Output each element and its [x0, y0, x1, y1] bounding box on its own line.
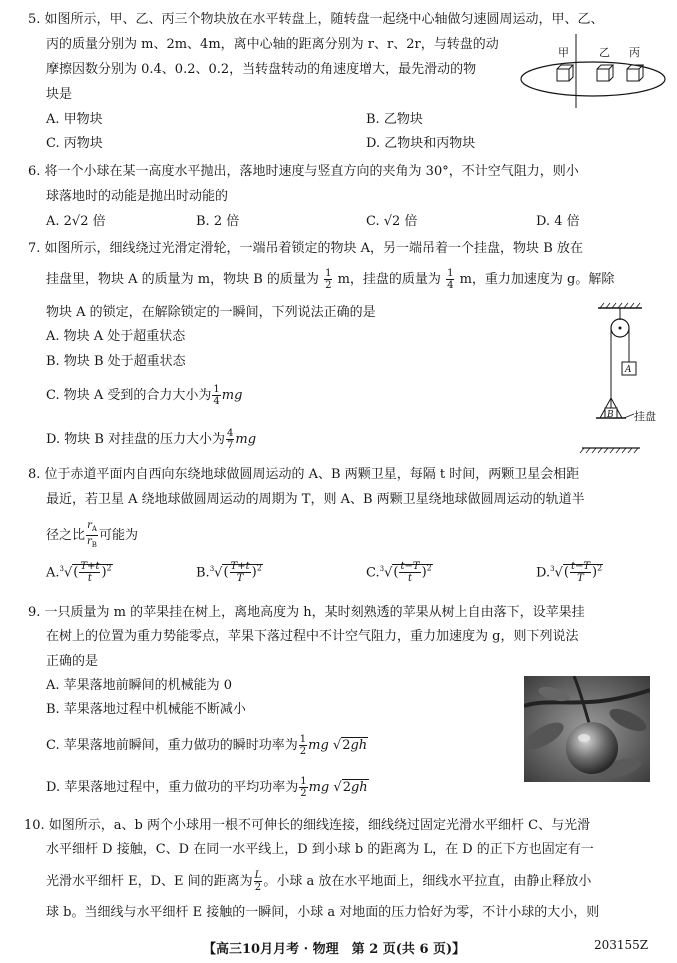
label-jia: 甲	[558, 46, 569, 59]
q9-line-1: 9. 一只质量为 m 的苹果挂在树上，离地高度为 h，某时刻熟透的苹果从树上自由落下，设苹果挂	[28, 605, 585, 620]
block-yi	[597, 65, 613, 81]
q7-option-d: D. 物块 B 对挂盘的压力大小为 $\frac{4}{7}$ mg	[46, 428, 257, 451]
q5-option-a: A. 甲物块	[46, 112, 103, 127]
q8-line-2: 最近，若卫星 A 绕地球做圆周运动的周期为 T，则 A、B 两颗卫星绕地球做圆周运动的轨道半	[46, 492, 585, 507]
q8-option-c: C.$^3$√( $\frac{t-T}{t}$ )$^2$	[366, 561, 432, 585]
fraction-one-quarter: $\frac{1}{4}$	[447, 268, 454, 291]
q5-option-b: B. 乙物块	[366, 112, 423, 127]
q10-line-3: 光滑水平细杆 E，D、E 间的距离为 $\frac{L}{2}$ 。小球 a 放在水平地面上，细线水平拉直，由静止释放小	[46, 870, 592, 893]
block-jia	[557, 65, 573, 81]
fraction-l-over-2: $\frac{L}{2}$	[254, 870, 262, 893]
apple	[566, 722, 618, 774]
q6-option-c: C. √2 倍	[366, 214, 418, 229]
q9-line-3: 正确的是	[46, 654, 99, 669]
q5-line-1: 5. 如图所示，甲、乙、丙三个物块放在水平转盘上，随转盘一起绕中心轴做匀速圆周运动，甲、乙、	[28, 12, 604, 27]
q7-option-b: B. 物块 B 处于超重状态	[46, 354, 186, 369]
q5-line-4: 块是	[46, 87, 73, 102]
fraction-one-half: $\frac{1}{2}$	[325, 268, 332, 291]
q6-option-d: D. 4 倍	[536, 214, 580, 229]
q5-line-2: 丙的质量分别为 m、2m、4m，离中心轴的距离分别为 r、r、2r，与转盘的动	[46, 37, 499, 52]
q7-option-c: C. 物块 A 受到的合力大小为 $\frac{1}{4}$ mg	[46, 384, 243, 407]
svg-text:挂盘: 挂盘	[634, 410, 656, 423]
q8-line-3: 径之比 $\frac{r_A}{r_B}$ 可能为	[46, 520, 138, 549]
q5-line-3: 摩擦因数分别为 0.4、0.2、0.2，当转盘转动的角速度增大，最先滑动的物	[46, 62, 477, 77]
q10-line-4: 球 b。当细线与水平细杆 E 接触的一瞬间，小球 a 对地面的压力恰好为零，不计小球的大小，则	[46, 905, 600, 920]
turntable-figure	[518, 32, 668, 110]
svg-text:A: A	[625, 365, 632, 375]
q6-line-1: 6. 将一个小球在某一高度水平抛出，落地时速度与竖直方向的夹角为 30°，不计空气阻力，则小	[28, 164, 579, 179]
ratio-ra-rb: $\frac{r_A}{r_B}$	[87, 520, 97, 549]
label-bing: 丙	[629, 46, 640, 59]
q6-line-2: 球落地时的动能是抛出时动能的	[46, 189, 229, 204]
q7-line-3: 物块 A 的锁定，在解除锁定的一瞬间，下列说法正确的是	[46, 305, 376, 320]
q10-line-2: 水平细杆 D 接触，C、D 在同一水平线上，D 到小球 b 的距离为 L，在 D 的正下方也固定有一	[46, 842, 594, 857]
q7-option-a: A. 物块 A 处于超重状态	[46, 329, 186, 344]
q5-option-d: D. 乙物块和丙物块	[366, 136, 476, 151]
q7-line-2: 挂盘里，物块 A 的质量为 m，物块 B 的质量为 $\frac{1}{2}$ m，挂盘的质量为 $\frac{1}{4}$ m，重力加速度为 g。解除	[46, 268, 615, 291]
exam-code: 203155Z	[594, 938, 649, 952]
q6-option-b: B. 2 倍	[196, 214, 240, 229]
q8-option-d: D.$^3$√( $\frac{t-T}{T}$ )$^2$	[536, 561, 603, 585]
q9-line-2: 在树上的位置为重力势能零点，苹果下落过程中不计空气阻力，重力加速度为 g，则下列说法	[46, 629, 579, 644]
page-footer: 【高三10月月考 · 物理 第 2 页(共 6 页)】	[203, 942, 466, 957]
block-bing	[627, 65, 643, 81]
q8-line-1: 8. 位于赤道平面内自西向东绕地球做圆周运动的 A、B 两颗卫星，每隔 t 时间，两颗卫星会相距	[28, 467, 580, 482]
svg-text:B: B	[607, 410, 614, 420]
pulley-figure	[578, 302, 670, 454]
q8-option-b: B.$^3$√( $\frac{T+t}{T}$ )$^2$	[196, 561, 262, 585]
q9-option-d: D. 苹果落地过程中，重力做功的平均功率为 $\frac{1}{2}$ mg √2gh	[46, 776, 368, 799]
q9-option-c: C. 苹果落地前瞬间，重力做功的瞬时功率为 $\frac{1}{2}$ mg √2gh	[46, 734, 368, 757]
q7-line-1: 7. 如图所示，细线绕过光滑定滑轮，一端吊着锁定的物块 A，另一端吊着一个挂盘，物块 B 放在	[28, 241, 583, 256]
apple-photo	[524, 676, 650, 782]
q9-option-b: B. 苹果落地过程中机械能不断减小	[46, 702, 246, 717]
label-yi: 乙	[599, 46, 610, 59]
q6-option-a: A. 2√2 倍	[46, 214, 106, 229]
q10-line-1: 10. 如图所示，a、b 两个小球用一根不可伸长的细线连接，细线绕过固定光滑水平细杆 C、与光滑	[24, 818, 591, 833]
q8-option-a: A.$^3$√( $\frac{T+t}{t}$ )$^2$	[46, 561, 112, 585]
q9-option-a: A. 苹果落地前瞬间的机械能为 0	[46, 678, 233, 693]
q5-option-c: C. 丙物块	[46, 136, 103, 151]
